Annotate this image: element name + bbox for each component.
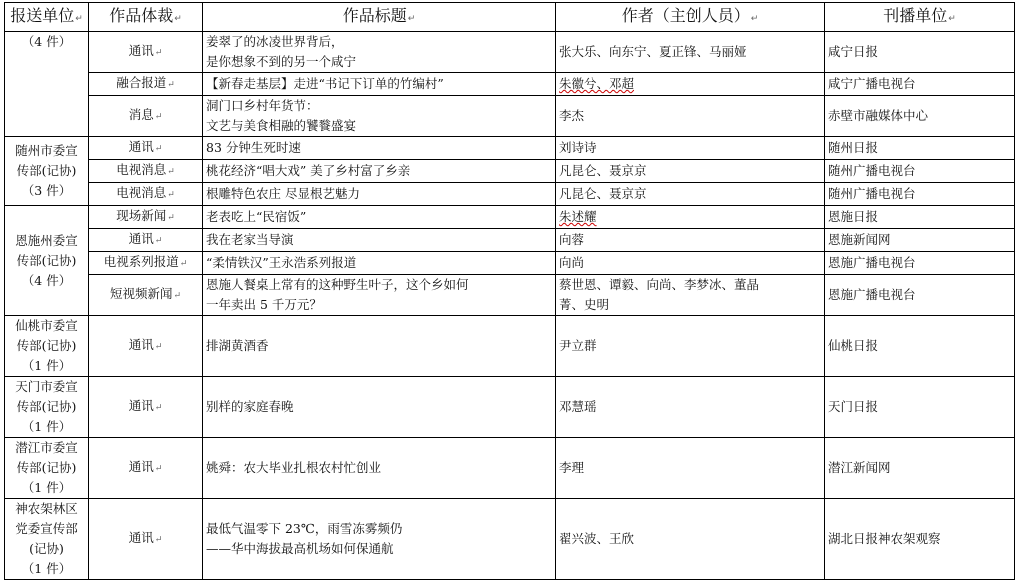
genre-cell: 通讯↵ (89, 229, 203, 252)
header-row (5, 3, 1015, 32)
outlet-cell: 湖北日报神农架观察 (825, 499, 1015, 580)
title-cell: 姜翠了的冰凌世界背后， 是你想象不到的另一个咸宁 (203, 32, 556, 73)
title-cell: 排湖黄酒香 (203, 316, 556, 377)
table-row (5, 275, 1015, 316)
genre-cell: 通讯↵ (89, 499, 203, 580)
header-title: 作品标题↵ (203, 3, 556, 32)
header-unit: 报送单位↵ (5, 3, 89, 32)
unit-cell: 神农架林区 党委宣传部 (记协) （1 件） (5, 499, 89, 580)
title-cell: 姚舜：农大毕业扎根农村忙创业 (203, 438, 556, 499)
table-row (5, 499, 1015, 580)
table-row (5, 160, 1015, 183)
genre-cell: 通讯↵ (89, 377, 203, 438)
unit-cell: 仙桃市委宣 传部(记协) （1 件） (5, 316, 89, 377)
genre-cell: 融合报道↵ (89, 73, 203, 96)
unit-cell: 恩施州委宣 传部(记协) （4 件） (5, 206, 89, 316)
header-outlet: 刊播单位↵ (825, 3, 1015, 32)
title-cell: 恩施人餐桌上常有的这种野生叶子，这个乡如何 一年卖出 5 千万元？ (203, 275, 556, 316)
table-row (5, 438, 1015, 499)
header-author: 作者（主创人员）↵ (556, 3, 825, 32)
outlet-cell: 赤壁市融媒体中心 (825, 96, 1015, 137)
author-cell: 向蓉 (556, 229, 825, 252)
genre-cell: 通讯↵ (89, 32, 203, 73)
works-table (4, 2, 1015, 580)
unit-cell: （4 件） (5, 32, 89, 137)
author-cell: 刘诗诗 (556, 137, 825, 160)
author-cell: 张大乐、向东宁、夏正锋、马丽娅 (556, 32, 825, 73)
author-cell: 翟兴波、王欣 (556, 499, 825, 580)
table-row (5, 377, 1015, 438)
title-cell: 洞门口乡村年货节： 文艺与美食相融的饕餮盛宴 (203, 96, 556, 137)
author-cell: 邓慧瑶 (556, 377, 825, 438)
title-cell: “柔情铁汉”王永浩系列报道 (203, 252, 556, 275)
author-cell: 向尚 (556, 252, 825, 275)
outlet-cell: 恩施广播电视台 (825, 252, 1015, 275)
outlet-cell: 恩施日报 (825, 206, 1015, 229)
table-row (5, 73, 1015, 96)
genre-cell: 消息↵ (89, 96, 203, 137)
author-cell: 朱徽兮、邓超 (556, 73, 825, 96)
table-row (5, 96, 1015, 137)
outlet-cell: 咸宁广播电视台 (825, 73, 1015, 96)
genre-cell: 通讯↵ (89, 316, 203, 377)
outlet-cell: 随州日报 (825, 137, 1015, 160)
genre-cell: 通讯↵ (89, 438, 203, 499)
genre-cell: 电视消息↵ (89, 183, 203, 206)
table-row (5, 137, 1015, 160)
table-row (5, 32, 1015, 73)
outlet-cell: 仙桃日报 (825, 316, 1015, 377)
title-cell: 最低气温零下 23℃，雨雪冻雾频仍 ——华中海拔最高机场如何保通航 (203, 499, 556, 580)
outlet-cell: 随州广播电视台 (825, 183, 1015, 206)
header-genre: 作品体裁↵ (89, 3, 203, 32)
outlet-cell: 恩施新闻网 (825, 229, 1015, 252)
outlet-cell: 潜江新闻网 (825, 438, 1015, 499)
title-cell: 老表吃上“民宿饭” (203, 206, 556, 229)
author-cell: 蔡世恩、谭毅、向尚、李梦冰、董晶 菁、史明 (556, 275, 825, 316)
genre-cell: 现场新闻↵ (89, 206, 203, 229)
table-row (5, 183, 1015, 206)
unit-cell: 随州市委宣 传部(记协) （3 件） (5, 137, 89, 206)
table-row (5, 229, 1015, 252)
genre-cell: 电视消息↵ (89, 160, 203, 183)
author-cell: 尹立群 (556, 316, 825, 377)
outlet-cell: 恩施广播电视台 (825, 275, 1015, 316)
title-cell: 【新春走基层】走进“书记下订单的竹编村” (203, 73, 556, 96)
author-cell: 李理 (556, 438, 825, 499)
title-cell: 83 分钟生死时速 (203, 137, 556, 160)
genre-cell: 通讯↵ (89, 137, 203, 160)
outlet-cell: 随州广播电视台 (825, 160, 1015, 183)
genre-cell: 短视频新闻↵ (89, 275, 203, 316)
title-cell: 桃花经济“唱大戏” 美了乡村富了乡亲 (203, 160, 556, 183)
genre-cell: 电视系列报道↵ (89, 252, 203, 275)
outlet-cell: 咸宁日报 (825, 32, 1015, 73)
table-row (5, 206, 1015, 229)
title-cell: 别样的家庭春晚 (203, 377, 556, 438)
outlet-cell: 天门日报 (825, 377, 1015, 438)
author-cell: 李杰 (556, 96, 825, 137)
title-cell: 我在老家当导演 (203, 229, 556, 252)
table-row (5, 316, 1015, 377)
author-cell: 凡昆仑、聂京京 (556, 160, 825, 183)
author-cell: 凡昆仑、聂京京 (556, 183, 825, 206)
unit-cell: 天门市委宣 传部(记协) （1 件） (5, 377, 89, 438)
author-cell: 朱述耀 (556, 206, 825, 229)
title-cell: 根雕特色农庄 尽显根艺魅力 (203, 183, 556, 206)
table-row (5, 252, 1015, 275)
unit-cell: 潜江市委宣 传部(记协) （1 件） (5, 438, 89, 499)
